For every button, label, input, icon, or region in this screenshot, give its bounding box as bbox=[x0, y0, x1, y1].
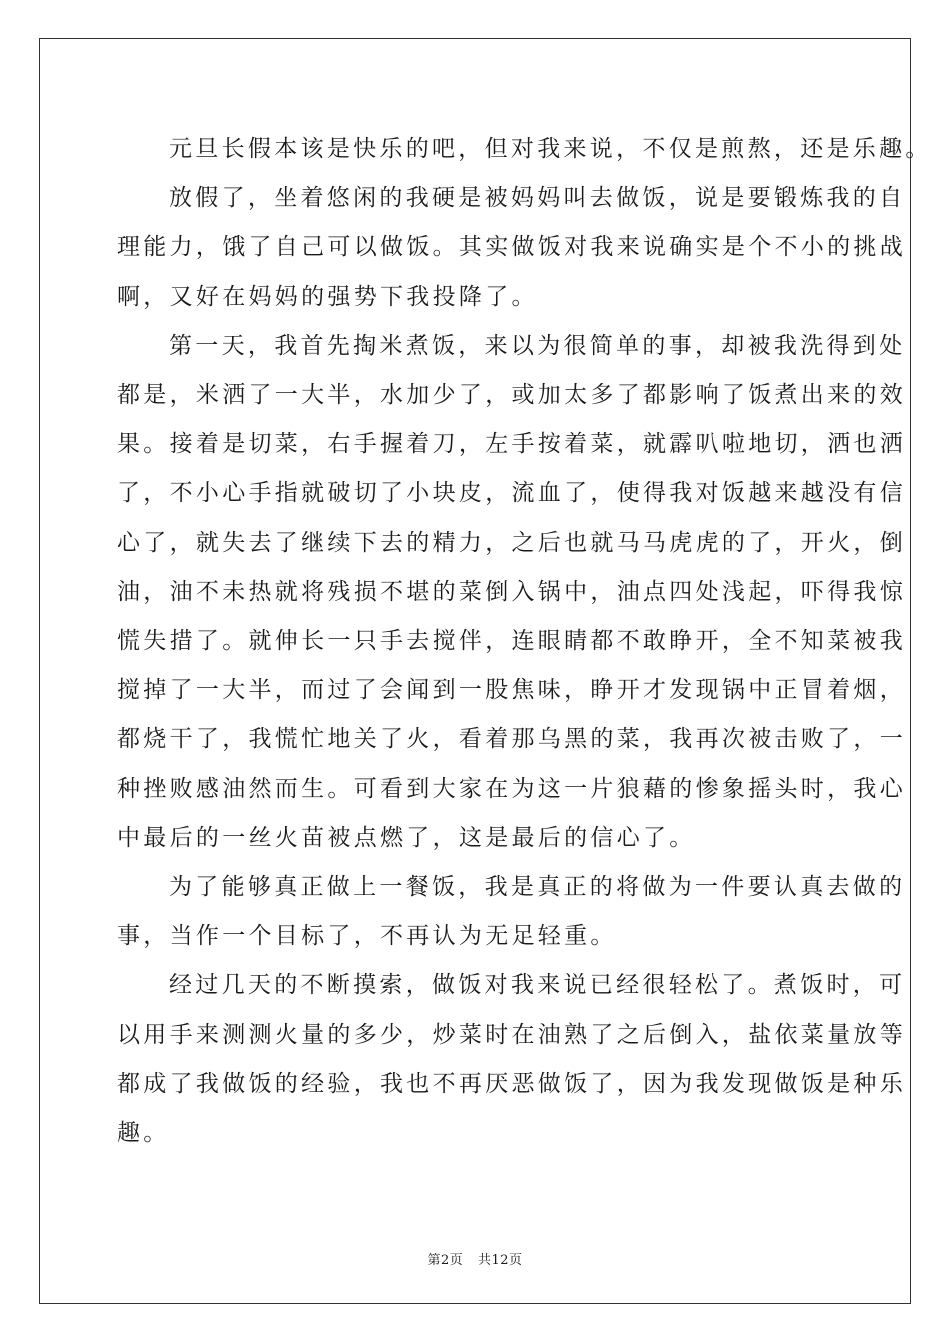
paragraph-2 bbox=[117, 174, 906, 322]
text-line: 都烧干了，我慌忙地关了火，看着那乌黑的菜，我再次被击败了，一 bbox=[117, 726, 906, 753]
text-line: 啊，又好在妈妈的强势下我投降了。 bbox=[117, 283, 538, 310]
text-line: 趣。 bbox=[117, 1120, 170, 1147]
page-total: 共12页 bbox=[477, 1253, 523, 1268]
text-line: 油，油不未热就将残损不堪的菜倒入锅中，油点四处浅起，吓得我惊 bbox=[117, 578, 906, 605]
page-number: 第2页 bbox=[427, 1253, 464, 1268]
text-line: 放假了，坐着悠闲的我硬是被妈妈叫去做饭，说是要锻炼我的自 bbox=[169, 185, 906, 212]
text-line: 搅掉了一大半，而过了会闻到一股焦味，睁开才发现锅中正冒着烟， bbox=[117, 677, 906, 704]
text-line: 都是，米洒了一大半，水加少了，或加太多了都影响了饭煮出来的效 bbox=[117, 382, 906, 409]
text-line: 事，当作一个目标了，不再认为无足轻重。 bbox=[117, 923, 617, 950]
text-line: 慌失措了。就伸长一只手去搅伴，连眼睛都不敢睁开，全不知菜被我 bbox=[117, 628, 906, 655]
text-line: 以用手来测测火量的多少，炒菜时在油熟了之后倒入，盐依菜量放等 bbox=[117, 1021, 906, 1048]
text-line: 为了能够真正做上一餐饭，我是真正的将做为一件要认真去做的 bbox=[169, 874, 906, 901]
text-line: 心了，就失去了继续下去的精力，之后也就马马虎虎的了，开火，倒 bbox=[117, 529, 906, 556]
paragraph-4 bbox=[117, 863, 906, 961]
text-line: 第一天，我首先掏米煮饭，来以为很简单的事，却被我洗得到处 bbox=[169, 332, 906, 359]
text-line: 了，不小心手指就破切了小块皮，流血了，使得我对饭越来越没有信 bbox=[117, 480, 906, 507]
text-line: 种挫败感油然而生。可看到大家在为这一片狼藉的惨象摇头时，我心 bbox=[117, 775, 906, 802]
paragraph-5 bbox=[117, 961, 906, 1158]
text-line: 理能力，饿了自己可以做饭。其实做饭对我来说确实是个不小的挑战 bbox=[117, 234, 906, 261]
paragraph-3 bbox=[117, 322, 906, 863]
text-line: 都成了我做饭的经验，我也不再厌恶做饭了，因为我发现做饭是种乐 bbox=[117, 1070, 906, 1097]
document-body bbox=[117, 125, 932, 1158]
text-line: 经过几天的不断摸索，做饭对我来说已经很轻松了。煮饭时，可 bbox=[169, 972, 906, 999]
paragraph-1 bbox=[117, 125, 932, 174]
page-footer bbox=[0, 1249, 950, 1268]
text-line: 元旦长假本该是快乐的吧，但对我来说，不仅是煎熬，还是乐趣。 bbox=[169, 136, 932, 162]
text-line: 中最后的一丝火苗被点燃了，这是最后的信心了。 bbox=[117, 824, 696, 851]
text-line: 果。接着是切菜，右手握着刀，左手按着菜，就霹叭啦地切，洒也洒 bbox=[117, 431, 906, 458]
